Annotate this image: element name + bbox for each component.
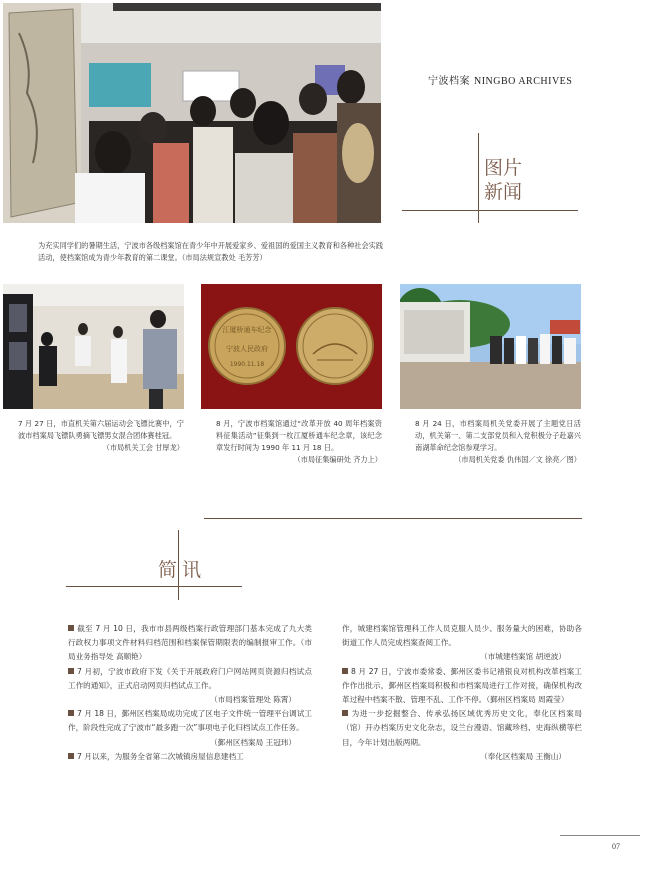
brief-item [68, 665, 312, 708]
header-title-cn: 宁波档案 [428, 76, 470, 87]
students-exhibition-photo [3, 3, 381, 223]
party-day-visit-photo [400, 284, 581, 409]
caption-darts [18, 418, 184, 454]
caption-darts-text: 7 月 27 日，市直机关第六届运动会飞镖比赛中，宁波市档案局飞镖队勇摘飞镖男女混合团体赛桂冠。 [18, 419, 184, 440]
header-title-en: NINGBO ARCHIVES [474, 76, 573, 87]
brief-item-credit: （市局档案管理处 陈霄） [210, 695, 296, 705]
photo-news-tag-1: 图片 [484, 157, 523, 179]
brief-vline [178, 530, 179, 600]
caption-coin [216, 418, 382, 466]
top-caption-text: 为充实同学们的暑期生活，宁波市各级档案馆在青少年中开展爱家乡、爱祖国的爱国主义教育和各种社会实践活动，使档案馆成为青少年教育的第二课堂。 [38, 241, 384, 262]
brief-item-text: 为进一步挖掘整合、传承弘扬区域优秀历史文化，奉化区档案局（馆）开办档案历史文化杂志，设兰台漫语、馆藏珍档、史海纵横等栏目，今年计划出版两期。 [342, 709, 582, 747]
square-bullet-icon [68, 625, 74, 631]
brief-tag-2: 讯 [182, 559, 202, 581]
magazine-header [428, 72, 572, 87]
brief-item-text: 作，城建档案馆管理科工作人员克服人员少、服务量大的困难，协助各街道工作人员完成档案查阅工作。 [342, 624, 582, 648]
square-bullet-icon [342, 668, 348, 674]
brief-item-credit: （鄞州区档案局 周霞莹） [486, 695, 569, 705]
brief-right-column [342, 622, 582, 764]
brief-item-credit: （市局业务指导处 高顺艳） [68, 638, 312, 662]
square-bullet-icon [342, 710, 348, 716]
caption-darts-credit: （市局机关工会 甘厚龙） [102, 443, 184, 452]
top-photo-caption [38, 240, 383, 264]
top-caption-credit: （市局法规宣教处 毛芳芳） [181, 253, 267, 262]
page-number-rule [560, 835, 640, 836]
square-bullet-icon [68, 753, 74, 759]
brief-item-text: 7 月 18 日，鄞州区档案局成功完成了区电子文件统一管理平台调试工作，阶段性完成了宁波市“最多跑一次”事项电子化归档试点工作任务。 [68, 709, 312, 733]
brief-item-text: 8 月 27 日，宁波市委常委、鄞州区委书记褚银良对机构改革档案工作作出批示，鄞州区档案局积极和市档案局进行工作对接，确保机构改革过程中档案不散、管理不乱、工作不停。 [342, 666, 582, 705]
caption-coin-credit: （市局征集编研处 齐力上） [293, 455, 382, 464]
brief-item [68, 622, 312, 665]
brief-item [68, 707, 312, 750]
brief-item [342, 707, 582, 764]
brief-item-credit: （市城建档案馆 胡逆波） [480, 652, 566, 662]
coin-commemorative-photo [201, 284, 382, 409]
photo-news-tag-2: 新闻 [484, 181, 523, 203]
coin-face-text-2: 宁波人民政府 [226, 345, 268, 353]
brief-item [342, 622, 582, 665]
brief-item-text: 截至 7 月 10 日，我市市县两级档案行政管理部门基本完成了九大类行政权力事项文件材料归档范围和档案保管期限表的编制报审工作。 [68, 624, 312, 648]
coin-face-date: 1990.11.18 [229, 361, 265, 368]
brief-item-text: 7 月以来，为服务全省第二次城镇房屋信息建档工 [77, 751, 244, 761]
caption-party-day [415, 418, 581, 466]
brief-item-credit: （鄞州区档案局 王冠玮） [210, 737, 296, 747]
caption-party-day-text: 8 月 24 日，市档案局机关党委开展了主题党日活动，机关第一、第二支部党员和入党积极分子赴嘉兴南湖革命纪念馆参观学习。 [415, 419, 581, 452]
brief-top-rule [204, 518, 582, 519]
brief-item [342, 665, 582, 708]
brief-item-credit: （奉化区档案局 王衡山） [480, 751, 566, 761]
square-bullet-icon [68, 668, 74, 674]
brief-left-column [68, 622, 312, 764]
brief-hline [66, 586, 242, 587]
square-bullet-icon [68, 710, 74, 716]
brief-item-text: 7 月初，宁波市政府下发《关于开展政府门户网站网页资源归档试点工作的通知》，正式启动网页归档试点工作。 [68, 666, 312, 690]
darts-competition-photo [3, 284, 184, 409]
caption-party-day-credit: （市局机关党委 仇伟国／文 徐亮／图） [454, 455, 581, 464]
caption-coin-text: 8 月，宁波市档案馆通过“改革开放 40 周年档案资料征集活动”征集到一枚江厦桥通车纪念章，该纪念章发行时间为 1990 年 11 月 18 日。 [216, 419, 382, 452]
page-number: 07 [612, 842, 620, 851]
brief-tag-1: 简 [158, 559, 178, 581]
brief-item [68, 750, 312, 764]
coin-face-text-1: 江厦桥通车纪念 [222, 326, 272, 334]
photo-news-hline [402, 210, 578, 211]
